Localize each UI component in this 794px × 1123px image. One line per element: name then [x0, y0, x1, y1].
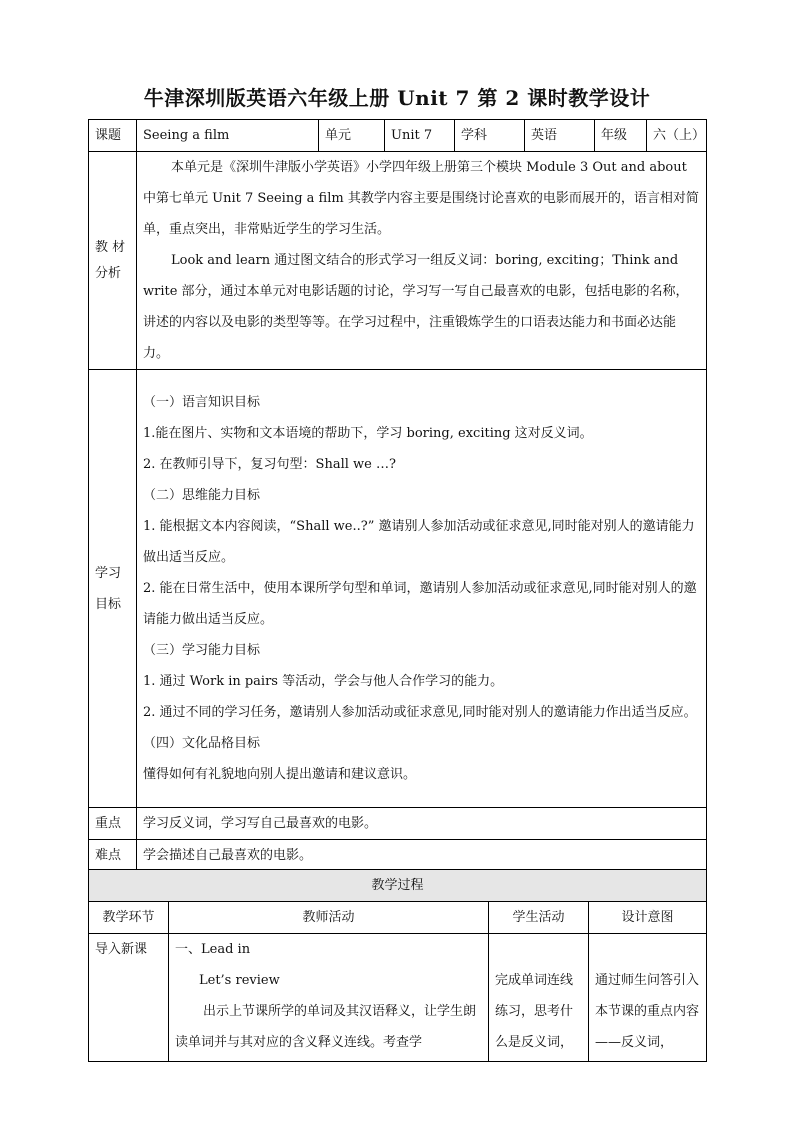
process-table [88, 869, 707, 1062]
objective-line: 1. 能根据文本内容阅读，“Shall we..?” 邀请别人参加活动或征求意见,同时能对别人的邀请能力做出适当反应。 [143, 519, 695, 565]
process-header-row [89, 870, 707, 902]
design-intent-cell: 通过师生问答引入本节课的重点内容——反义词， [589, 934, 707, 1062]
student-activity-cell: 完成单词连线练习，思考什么是反义词， [489, 934, 589, 1062]
info-row [89, 120, 707, 152]
topic-value: Seeing a film [137, 120, 319, 152]
objective-line: 1. 通过 Work in pairs 等活动，学会与他人合作学习的能力。 [143, 674, 504, 689]
key-point-row [89, 808, 707, 840]
objective-line: （四）文化品格目标 [143, 736, 261, 751]
difficulty-label: 难点 [89, 840, 137, 872]
unit-label: 单元 [319, 120, 385, 152]
analysis-label [89, 152, 137, 370]
objectives-label-line2: 目标 [95, 596, 122, 612]
difficulty-row [89, 840, 707, 872]
process-row [89, 934, 707, 1062]
key-point-value: 学习反义词，学习写自己最喜欢的电影。 [137, 808, 707, 840]
process-header: 教学过程 [89, 870, 707, 902]
stage-cell: 导入新课 [89, 934, 169, 1062]
column-header: 教学环节 [89, 902, 169, 934]
page-title: 牛津深圳版英语六年级上册 Unit 7 第 2 课时教学设计 [143, 86, 651, 110]
difficulty-value: 学会描述自己最喜欢的电影。 [137, 840, 707, 872]
objectives-label [89, 370, 137, 808]
analysis-row [89, 152, 707, 370]
key-point-label: 重点 [89, 808, 137, 840]
topic-label: 课题 [89, 120, 137, 152]
objectives-content [137, 370, 707, 808]
column-header: 设计意图 [589, 902, 707, 934]
objective-line: （二）思维能力目标 [143, 488, 261, 503]
teacher-activity-cell [169, 934, 489, 1062]
objective-line: （三）学习能力目标 [143, 643, 261, 658]
column-header: 教师活动 [169, 902, 489, 934]
grade-label: 年级 [595, 120, 647, 152]
objective-line: 懂得如何有礼貌地向别人提出邀请和建议意识。 [143, 767, 417, 782]
grade-value: 六（上） [647, 120, 707, 152]
analysis-label-line1: 教 材 [95, 239, 126, 255]
analysis-paragraph-1: 本单元是《深圳牛津版小学英语》小学四年级上册第三个模块 Module 3 Out and about 中第七单元 Unit 7 Seeing a film 其教学内容主要是围绕讨论喜欢的电影而展开的，语言相对简单，重点突出，非常贴近学生的学习生活。 [143, 160, 699, 237]
column-header: 学生活动 [489, 902, 589, 934]
teacher-line-2: Let’s review [199, 973, 280, 988]
teacher-paragraph: 出示上节课所学的单词及其汉语释义，让学生朗读单词并与其对应的含义释义连线。考查学 [175, 1004, 477, 1050]
objectives-row [89, 370, 707, 808]
objective-line: 2. 在教师引导下，复习句型：Shall we …? [143, 457, 396, 472]
analysis-paragraph-2: Look and learn 通过图文结合的形式学习一组反义词：boring, exciting；Think and write 部分，通过本单元对电影话题的讨论，学习写一写自己最喜欢的电影，包括电影的名称，讲述的内容以及电影的类型等等。在学习过程中，注重锻炼学生的口语表达能力和书面必达能力。 [143, 253, 689, 361]
lesson-info-table [88, 119, 707, 872]
analysis-label-line2: 分析 [95, 265, 122, 281]
objectives-label-line1: 学习 [95, 565, 122, 581]
objective-line: 2. 通过不同的学习任务，邀请别人参加活动或征求意见,同时能对别人的邀请能力作出适当反应。 [143, 705, 697, 720]
subject-value: 英语 [525, 120, 595, 152]
subject-label: 学科 [455, 120, 525, 152]
objective-line: （一）语言知识目标 [143, 395, 261, 410]
objective-line: 1.能在图片、实物和文本语境的帮助下，学习 boring, exciting 这对反义词。 [143, 426, 593, 441]
process-columns-row [89, 902, 707, 934]
teacher-line-1: 一、Lead in [175, 942, 251, 957]
unit-value: Unit 7 [385, 120, 455, 152]
objective-line: 2. 能在日常生活中，使用本课所学句型和单词，邀请别人参加活动或征求意见,同时能对别人的邀请能力做出适当反应。 [143, 581, 697, 627]
analysis-content [137, 152, 707, 370]
